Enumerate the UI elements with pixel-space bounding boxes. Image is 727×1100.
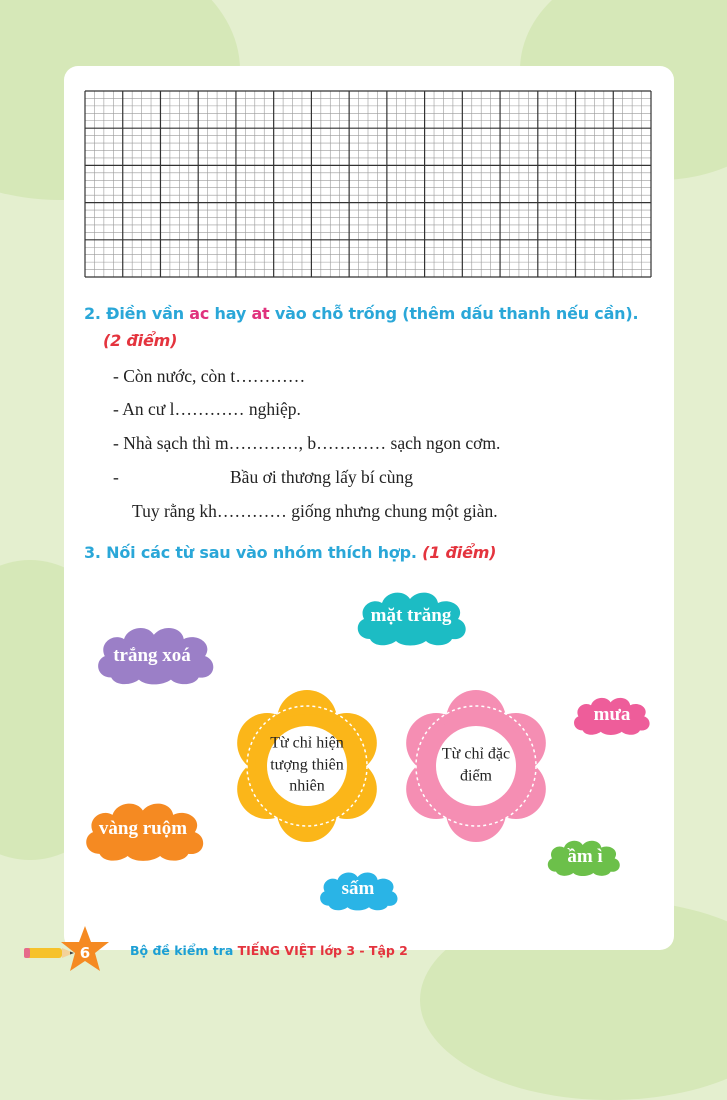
question-3-title: 3. Nối các từ sau vào nhóm thích hợp. (1 điểm) (84, 543, 497, 562)
fill-line[interactable]: - Còn nước, còn t………… (113, 366, 306, 386)
poem-line: Bầu ơi thương lấy bí cùng (230, 467, 414, 487)
page-number: 6 (79, 944, 91, 962)
question-3-points: (1 điểm) (422, 543, 497, 562)
fill-line[interactable]: - An cư l………… nghiệp. (113, 399, 301, 419)
fill-line[interactable]: - Nhà sạch thì m…………, b………… sạch ngon cơm. (113, 433, 501, 453)
rhyme-at: at (251, 304, 270, 323)
question-2-points: (2 điểm) (103, 331, 178, 350)
word-sam[interactable]: sấm (341, 878, 375, 899)
group-feature-label[interactable]: Từ chỉ đặc điểm (441, 745, 511, 784)
fill-line-dash: - (113, 467, 119, 487)
word-mua[interactable]: mưa (593, 704, 631, 725)
word-mat-trang[interactable]: mặt trăng (370, 605, 452, 626)
word-trang-xoa[interactable]: trắng xoá (113, 645, 191, 666)
word-vang-ruom[interactable]: vàng ruộm (98, 818, 188, 839)
word-am-i[interactable]: ầm ì (567, 846, 603, 867)
fill-line[interactable]: Tuy rằng kh………… giống nhưng chung một giàn. (132, 501, 498, 521)
question-2-title: 2. Điền vần ac hay at vào chỗ trống (thêm dấu thanh nếu cần). (84, 304, 639, 323)
rhyme-ac: ac (189, 304, 210, 323)
book-title: Bộ đề kiểm tra TIẾNG VIỆT lớp 3 - Tập 2 (130, 943, 408, 958)
group-phenomenon-label[interactable]: Từ chỉ hiện tượng thiên nhiên (270, 734, 344, 795)
